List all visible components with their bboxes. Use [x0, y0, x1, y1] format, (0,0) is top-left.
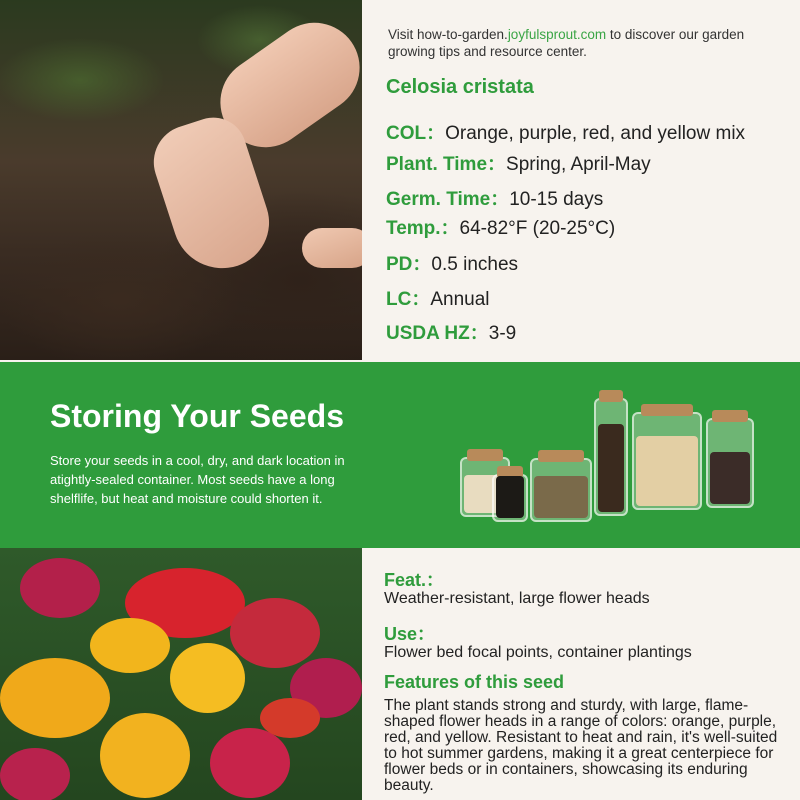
plant-species-name: Celosia cristata [386, 76, 534, 98]
spec-color: COL：Orange, purple, red, and yellow mix [386, 123, 746, 144]
celosia-flowers-photo [0, 548, 362, 800]
storing-seeds-text: Store your seeds in a cool, dry, and dark location in atightly-sealed container. Most seeds have a long shelflife, but heat and moisture could shorten it. [50, 453, 345, 506]
use-label: Use： [384, 624, 436, 644]
website-link[interactable]: joyfulsprout.com [507, 27, 607, 42]
spec-hardiness-zone: USDA HZ：3-9 [386, 323, 517, 344]
storing-seeds-banner [0, 362, 800, 548]
feat-label: Feat.： [384, 570, 445, 590]
spec-temperature: Temp.：64-82°F (20-25°C) [386, 218, 616, 239]
spec-life-cycle: LC：Annual [386, 289, 490, 310]
features-panel [362, 548, 800, 800]
plant-specs-panel [362, 0, 800, 360]
feat-value: Weather-resistant, large flower heads [384, 590, 650, 607]
use-value: Flower bed focal points, container plantings [384, 644, 692, 661]
spec-germination-time: Germ. Time：10-15 days [386, 189, 604, 210]
spec-planting-time: Plant. Time：Spring, April-May [386, 154, 651, 175]
storing-seeds-title: Storing Your Seeds [50, 398, 344, 434]
seed-features-text: The plant stands strong and sturdy, with large, flame-shaped flower heads in a range of colors: orange, purple, red, and yellow. Resistant to heat and rain, it's well-suited to hot summer gardens, making it a great centerpiece for flower beds or in containers, showcasing its enduring beauty. [384, 697, 778, 794]
visit-website-text: Visit how-to-garden.joyfulsprout.com to discover our garden growing tips and resource center. [388, 27, 745, 59]
hand-sowing-seeds-photo [0, 0, 362, 360]
seed-features-heading: Features of this seed [384, 672, 565, 692]
spec-planting-depth: PD：0.5 inches [386, 254, 519, 275]
plant-info-section [0, 0, 800, 360]
